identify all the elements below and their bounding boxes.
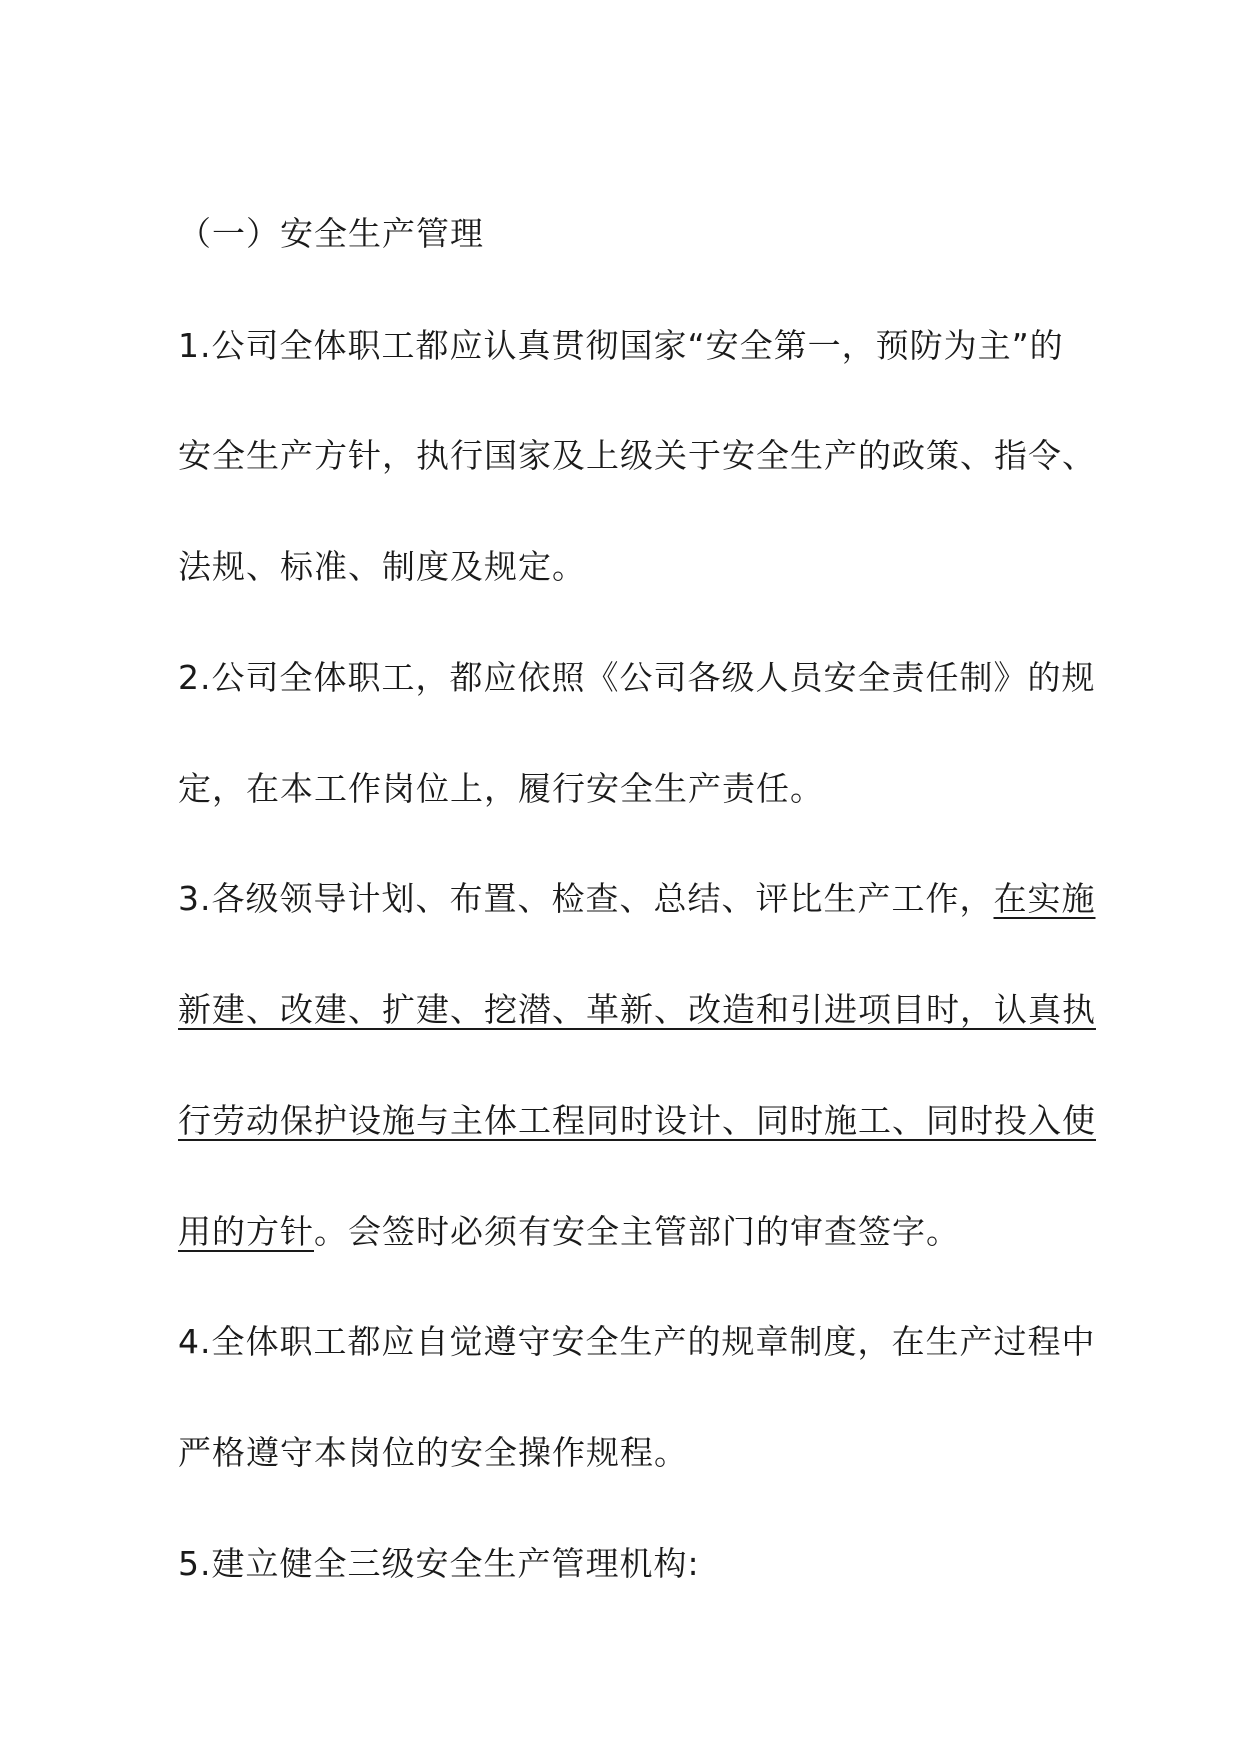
item-3-line-3-underlined: 行劳动保护设施与主体工程同时设计、同时施工、同时投入使 — [178, 1101, 1096, 1140]
item-2-line-2: 定，在本工作岗位上，履行安全生产责任。 — [178, 769, 824, 808]
item-3-line-2-underlined: 新建、改建、扩建、挖潜、革新、改造和引进项目时，认真执 — [178, 990, 1096, 1029]
item-3-line-4-underlined: 用的方针 — [178, 1212, 314, 1251]
item-3-line-1 — [178, 877, 1158, 921]
item-1-line-1: 1.公司全体职工都应认真贯彻国家“安全第一，预防为主”的 — [178, 326, 1064, 365]
item-5-line-1: 5.建立健全三级安全生产管理机构: — [178, 1544, 700, 1583]
item-2-line-1: 2.公司全体职工，都应依照《公司各级人员安全责任制》的规 — [178, 658, 1096, 697]
item-4-line-2: 严格遵守本岗位的安全操作规程。 — [178, 1433, 688, 1472]
item-3-line-2 — [178, 988, 1158, 1032]
item-3-line-3 — [178, 1099, 1158, 1143]
section-heading: （一）安全生产管理 — [178, 214, 484, 253]
item-1-line-2: 安全生产方针，执行国家及上级关于安全生产的政策、指令、 — [178, 436, 1096, 475]
item-1-line-3: 法规、标准、制度及规定。 — [178, 547, 586, 586]
item-3-line-4-plain: 。会签时必须有安全主管部门的审查签字。 — [314, 1212, 960, 1251]
item-3-line-1-plain: 3.各级领导计划、布置、检查、总结、评比生产工作， — [178, 879, 994, 918]
item-4-line-1: 4.全体职工都应自觉遵守安全生产的规章制度，在生产过程中 — [178, 1322, 1096, 1361]
item-3-line-4 — [178, 1210, 1158, 1254]
item-3-line-1-underlined: 在实施 — [993, 879, 1096, 918]
